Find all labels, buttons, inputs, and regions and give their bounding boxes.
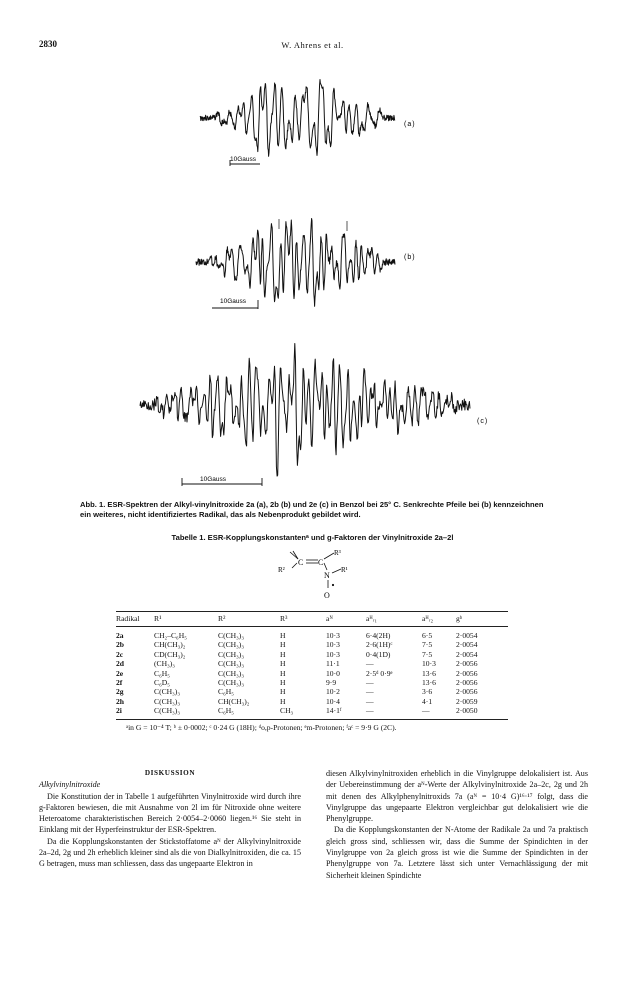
esr-spectra-figure bbox=[0, 0, 625, 500]
column-header: Radikal bbox=[116, 612, 154, 627]
table-cell: C(CH₃)₃ bbox=[154, 687, 180, 697]
page-number: 2830 bbox=[39, 39, 57, 49]
table-cell: 7·5 bbox=[422, 640, 433, 650]
table-cell: 2·0054 bbox=[456, 649, 478, 659]
table-cell: 9·9 bbox=[326, 678, 337, 688]
table-cell: — bbox=[366, 706, 422, 719]
table-cell: 2·0056 bbox=[456, 687, 478, 697]
table-cell: 2·0056 bbox=[456, 668, 478, 678]
scale-label-c: 10Gauss bbox=[200, 476, 227, 483]
structure-r1: R¹ bbox=[341, 566, 348, 574]
radical-id-cell: 2c bbox=[116, 649, 124, 659]
table-cell: C(CH₃)₃ bbox=[218, 659, 244, 669]
table-cell: CD(CH₃)₂ bbox=[154, 649, 186, 659]
column-header: R² bbox=[218, 612, 280, 627]
table-cell: C(CH₃)₃ bbox=[154, 696, 180, 706]
table-cell: — bbox=[422, 706, 456, 719]
table-cell: 7·5 bbox=[422, 649, 433, 659]
scale-bar-c bbox=[182, 476, 262, 486]
table-cell: CH(CH₃)₂ bbox=[154, 640, 186, 650]
table-cell: — bbox=[366, 696, 374, 706]
table-cell: C₆H₅ bbox=[218, 687, 234, 697]
running-head: W. Ahrens et al. bbox=[281, 40, 344, 50]
table-cell: 6·4(2H) bbox=[366, 631, 391, 640]
table-cell: 0·4(1D) bbox=[366, 649, 391, 659]
column-header: gᵇ bbox=[456, 612, 508, 627]
scale-label-a: 10Gauss bbox=[230, 156, 257, 163]
scale-bar-b bbox=[212, 298, 258, 309]
table-cell: 3·6 bbox=[422, 687, 433, 697]
table-cell: 10·3 bbox=[326, 649, 340, 659]
spectrum-c bbox=[140, 344, 470, 477]
text-column-left bbox=[39, 768, 301, 870]
table-cell: 2·5ᵈ 0·9ᵉ bbox=[366, 668, 393, 678]
spectrum-label-b: (b) bbox=[404, 254, 416, 261]
table-row bbox=[116, 627, 508, 641]
text-column-right bbox=[326, 768, 588, 881]
table-cell: 4·1 bbox=[422, 696, 433, 706]
table-cell: C(CH₃)₃ bbox=[218, 668, 244, 678]
table-row bbox=[116, 678, 508, 687]
paragraph: Da die Kopplungskonstanten der Stickstoffatome aᴺ der Alkylvinylnitroxide 2a–2d, 2g und 2h erheblich kleiner sind als die von Dialkylnitroxiden, die ca. 15 G betragen, muss man schliessen, dass das ungepaarte Elektron in bbox=[39, 836, 301, 869]
table-title: Tabelle 1. ESR-Kopplungskonstantenᵃ und g-Faktoren der Vinylnitroxide 2a–2l bbox=[171, 533, 454, 542]
table-row bbox=[116, 659, 508, 668]
scale-label-b: 10Gauss bbox=[220, 298, 247, 305]
radical-id-cell: 2d bbox=[116, 659, 125, 669]
radical-id-cell: 2b bbox=[116, 640, 125, 650]
radical-id-cell: 2g bbox=[116, 687, 124, 697]
table-row bbox=[116, 640, 508, 649]
table-cell: 10·0 bbox=[326, 668, 340, 678]
radical-id-cell: 2f bbox=[116, 678, 123, 688]
table-cell: 10·2 bbox=[326, 687, 340, 697]
table-cell: 2·0056 bbox=[456, 678, 478, 688]
table-cell: C(CH₃)₃ bbox=[218, 678, 244, 688]
table-row bbox=[116, 687, 508, 696]
table-cell: H bbox=[280, 659, 286, 669]
table-cell: — bbox=[366, 678, 374, 688]
table-cell: H bbox=[280, 649, 286, 659]
table-cell: C(CH₃)₃ bbox=[218, 631, 244, 640]
table-cell: H bbox=[280, 696, 286, 706]
section-heading: DISKUSSION bbox=[144, 769, 196, 777]
spectrum-b bbox=[196, 219, 395, 307]
table-cell: C₆H₅ bbox=[218, 706, 280, 719]
radical-id-cell: 2e bbox=[116, 668, 124, 678]
table-cell: H bbox=[280, 687, 286, 697]
scale-bar-a bbox=[230, 156, 260, 166]
structure-c1: C bbox=[298, 558, 304, 567]
radical-dot bbox=[332, 584, 334, 586]
table-cell: C(CH₃)₃ bbox=[154, 706, 218, 719]
figure-caption: Abb. 1. ESR-Spektren der Alkyl-vinylnitroxide 2a (a), 2b (b) und 2e (c) in Benzol bei 25° C. Senkrechte Pfeile bei (b) kennzeichnen ein weiteres, nicht identifiziertes Radikal, das als Nebenprodukt gebildet wird. bbox=[80, 500, 544, 519]
table-cell: 13·6 bbox=[422, 668, 436, 678]
structure-c2: C bbox=[318, 558, 324, 567]
spectrum-label-c: (c) bbox=[477, 418, 489, 425]
structure-o: O bbox=[324, 591, 330, 600]
structure-r3: R³ bbox=[334, 549, 341, 557]
column-header: R³ bbox=[280, 612, 326, 627]
table-cell: H bbox=[280, 640, 286, 650]
table-cell: 6·5 bbox=[422, 631, 433, 640]
table-cell: 11·1 bbox=[326, 659, 340, 669]
table-cell: 14·1ᶠ bbox=[326, 706, 366, 719]
table-cell: 10·3 bbox=[326, 631, 340, 640]
radical-id-cell: 2h bbox=[116, 696, 125, 706]
esr-coupling-table bbox=[116, 611, 508, 720]
table-row bbox=[116, 669, 508, 678]
table-cell: (CH₃)₃ bbox=[154, 659, 175, 669]
table-cell: 13·6 bbox=[422, 678, 436, 688]
table-cell: 10·3 bbox=[422, 659, 436, 669]
table-cell: C₆H₅ bbox=[154, 668, 170, 678]
table-cell: CH(CH₃)₂ bbox=[218, 696, 250, 706]
table-row bbox=[116, 697, 508, 706]
spectrum-label-a: (a) bbox=[404, 121, 416, 128]
table-cell: C(CH₃)₃ bbox=[218, 649, 244, 659]
table-cell: 2·0054 bbox=[456, 631, 478, 640]
structure-r2: R² bbox=[278, 566, 285, 574]
table-cell: 10·4 bbox=[326, 696, 340, 706]
structure-n: N bbox=[324, 571, 330, 580]
table-cell: H bbox=[280, 678, 286, 688]
table-cell: 2·0050 bbox=[456, 706, 508, 719]
table-row bbox=[116, 706, 508, 719]
table-cell: — bbox=[366, 659, 374, 669]
marker-arrows-b bbox=[279, 219, 347, 231]
table-body bbox=[116, 627, 508, 720]
table-cell: 2·6(1H)ᶜ bbox=[366, 640, 393, 650]
table-header-row bbox=[116, 612, 508, 627]
table-cell: C(CH₃)₃ bbox=[218, 640, 244, 650]
table-footnote: ᵃin G = 10⁻⁴ T; ᵇ ± 0·0002; ᶜ 0·24 G (18H); ᵈo,p-Protonen; ᵉm-Protonen; ᶠaᶜ = 9·9 G (2C). bbox=[126, 723, 397, 732]
vinylnitroxide-structure bbox=[270, 548, 360, 604]
spectrum-a bbox=[200, 80, 395, 157]
radical-id-cell: 2a bbox=[116, 631, 124, 640]
paragraph: Die Konstitution der in Tabelle 1 aufgeführten Vinylnitroxide wird durch ihre g-Faktoren bewiesen, die mit Ausnahme von 2l im für Nitroxide ohne weitere Heteroatome charakteristischen Bereich 2·0054–2·0060 liegen.¹⁶ Sie steht in Einklang mit der Hyperfeinstruktur der ESR-Spektren. bbox=[39, 791, 301, 835]
table-cell: C₆D₅ bbox=[154, 678, 170, 688]
table-cell: CH₂–C₆H₅ bbox=[154, 631, 187, 640]
table-cell: 2·0054 bbox=[456, 640, 478, 650]
table-cell: H bbox=[280, 668, 286, 678]
column-header: aᴺ bbox=[326, 612, 366, 627]
table-cell: — bbox=[366, 687, 374, 697]
column-header: R¹ bbox=[154, 612, 218, 627]
table-cell: CH₃ bbox=[280, 706, 326, 719]
column-header: aᴴᵣ₁ bbox=[366, 612, 422, 627]
table-row bbox=[116, 650, 508, 659]
table-cell: 10·3 bbox=[326, 640, 340, 650]
table-cell: H bbox=[280, 631, 286, 640]
table-cell: 2·0056 bbox=[456, 659, 478, 669]
radical-id-cell: 2i bbox=[116, 706, 154, 719]
paragraph: Da die Kopplungskonstanten der N-Atome der Radikale 2a und 7a praktisch gleich gross sind, schliessen wir, dass die Summe der Spindichten in der Vinylgruppe von 2a gleich gross ist wie die Summe der Spindichten in der Phenylgruppe von 7a. Letztere lässt sich unter Vernachlässigung der mit Sicherheit kleinen Spindichte bbox=[326, 825, 588, 880]
column-header: aᴴᵣ₂ bbox=[422, 612, 456, 627]
table-cell: 2·0059 bbox=[456, 696, 478, 706]
paragraph: diesen Alkylvinylnitroxiden erheblich in die Vinylgruppe delokalisiert ist. Aus der Uebereinstimmung der aᴺ-Werte der Alkylvinylnitroxide 2a–2c, 2g und 2h mit denen des Alkylphenylnitroxids 7a (aᴺ = 10·4 G)¹⁶·¹⁷ folgt, dass die Vinylgruppe das ungepaarte Elektron vergleichbar gut delokalisiert wie die Phenylgruppe. bbox=[326, 769, 588, 824]
subsection-heading: Alkylvinylnitroxide bbox=[39, 780, 101, 790]
